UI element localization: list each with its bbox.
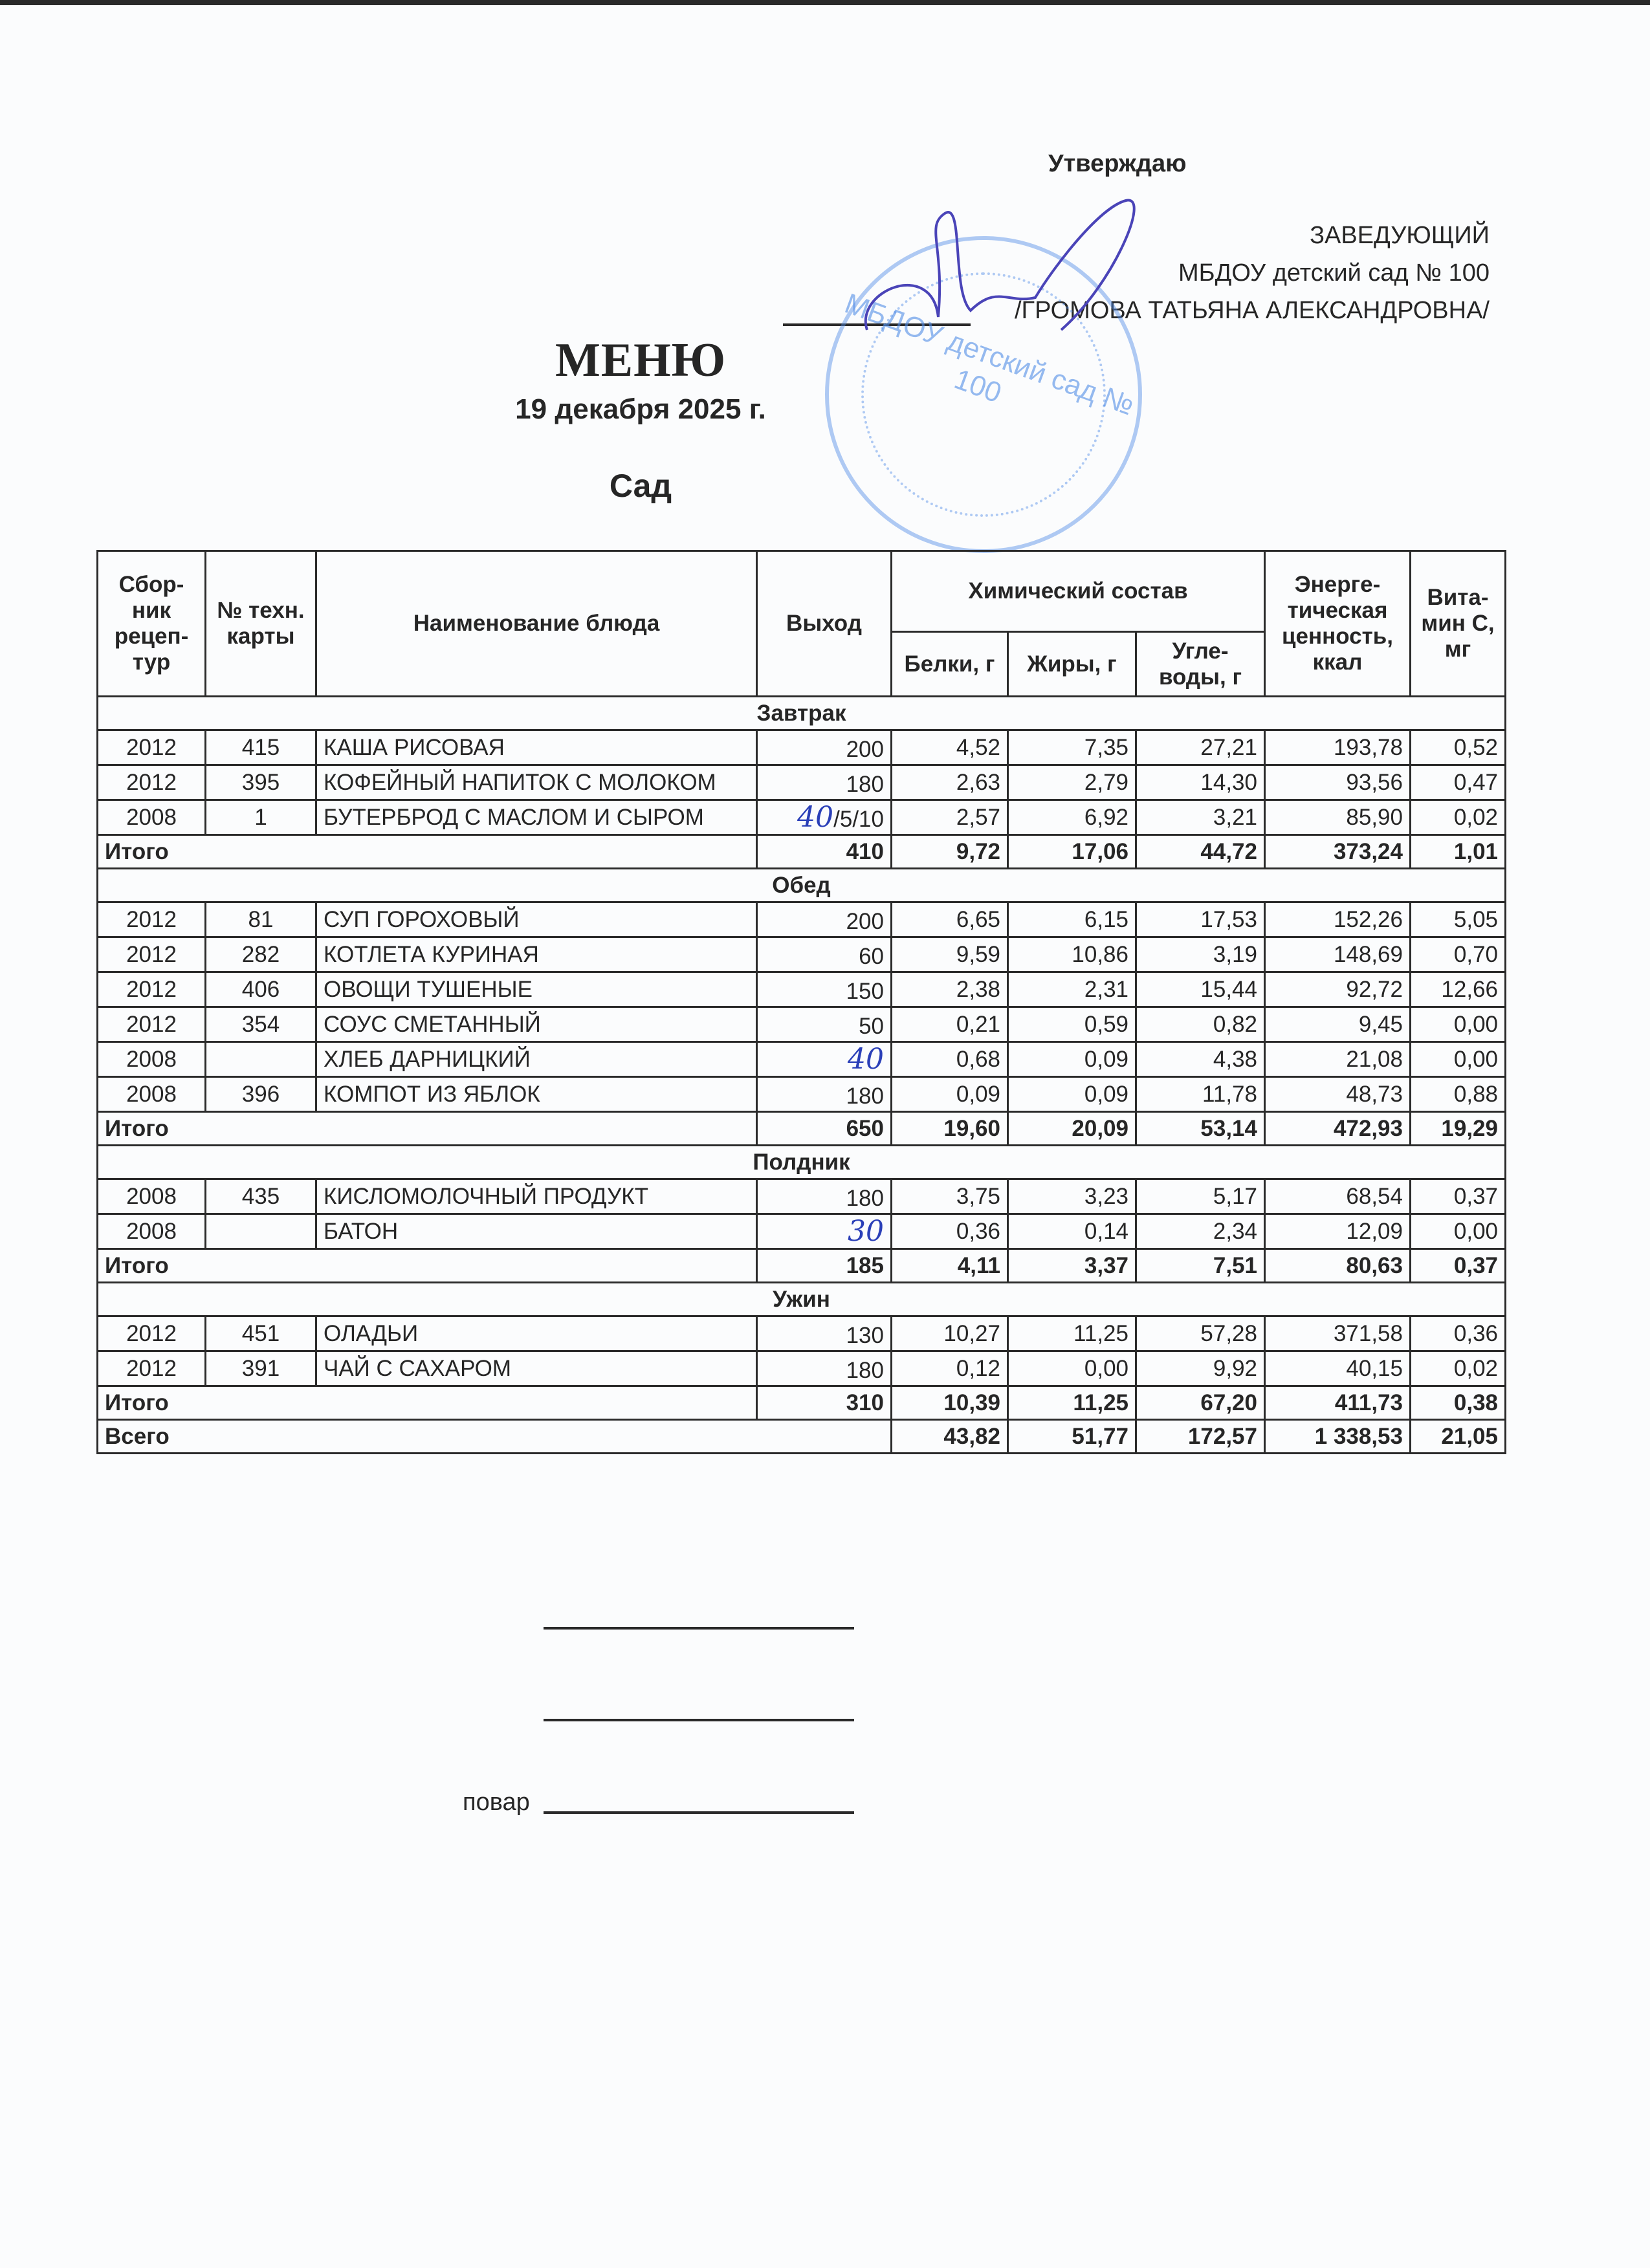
table-row: [98, 1316, 1506, 1351]
yield-value: 50: [859, 1014, 884, 1039]
cell-carbs: 3,21: [1136, 800, 1265, 835]
col-energy: Энерге-тическая ценность, ккал: [1265, 551, 1411, 697]
signature-scribble: [841, 188, 1152, 343]
cell-collection: 2008: [98, 1042, 206, 1077]
cell-energy: 21,08: [1265, 1042, 1411, 1077]
cell-vitc: 0,00: [1411, 1007, 1506, 1042]
cell-yield: [757, 1351, 892, 1386]
page-title: МЕНЮ: [555, 334, 727, 387]
cell-collection: 2008: [98, 1214, 206, 1249]
organization-name: МБДОУ детский сад № 100: [1178, 259, 1490, 287]
total-yield: 310: [757, 1386, 892, 1420]
total-yield: 185: [757, 1249, 892, 1283]
cell-yield: [757, 1316, 892, 1351]
cell-dish-name: ОВОЩИ ТУШЕНЫЕ: [316, 972, 757, 1007]
cell-protein: 2,57: [892, 800, 1008, 835]
table-row: [98, 1351, 1506, 1386]
total-energy: 80,63: [1265, 1249, 1411, 1283]
approval-label: Утверждаю: [1048, 150, 1187, 177]
cell-carbs: 14,30: [1136, 765, 1265, 800]
cell-dish-name: СОУС СМЕТАННЫЙ: [316, 1007, 757, 1042]
cell-fat: 3,23: [1008, 1179, 1136, 1214]
cell-protein: 4,52: [892, 730, 1008, 765]
cell-vitc: 0,02: [1411, 800, 1506, 835]
cell-yield: [757, 765, 892, 800]
yield-value: 150: [846, 979, 884, 1004]
cell-energy: 40,15: [1265, 1351, 1411, 1386]
cell-dish-name: БУТЕРБРОД С МАСЛОМ И СЫРОМ: [316, 800, 757, 835]
cell-fat: 0,14: [1008, 1214, 1136, 1249]
cell-tech-card: 395: [206, 765, 316, 800]
scan-edge: [0, 0, 1650, 5]
cell-dish-name: КИСЛОМОЛОЧНЫЙ ПРОДУКТ: [316, 1179, 757, 1214]
cell-protein: 0,36: [892, 1214, 1008, 1249]
cell-tech-card: [206, 1042, 316, 1077]
col-fat: Жиры, г: [1008, 632, 1136, 697]
section-title: Завтрак: [98, 697, 1506, 730]
total-yield: 410: [757, 835, 892, 869]
total-label: Итого: [98, 1249, 757, 1283]
cell-dish-name: ХЛЕБ ДАРНИЦКИЙ: [316, 1042, 757, 1077]
cell-energy: 85,90: [1265, 800, 1411, 835]
cell-yield: [757, 902, 892, 937]
cell-yield: [757, 1179, 892, 1214]
col-vitamin-c: Вита-мин С, мг: [1411, 551, 1506, 697]
signatory-name: /ГРОМОВА ТАТЬЯНА АЛЕКСАНДРОВНА/: [1014, 297, 1490, 324]
yield-value: /5/10: [833, 807, 884, 832]
section-header: [98, 697, 1506, 730]
table-row: [98, 937, 1506, 972]
cell-protein: 0,68: [892, 1042, 1008, 1077]
cell-protein: 0,12: [892, 1351, 1008, 1386]
cell-yield: [757, 1214, 892, 1249]
cell-energy: 152,26: [1265, 902, 1411, 937]
cell-energy: 148,69: [1265, 937, 1411, 972]
total-vitc: 1,01: [1411, 835, 1506, 869]
cell-tech-card: 354: [206, 1007, 316, 1042]
signature-line-2: [544, 1719, 854, 1721]
cell-energy: 371,58: [1265, 1316, 1411, 1351]
cell-collection: 2012: [98, 902, 206, 937]
director-position: ЗАВЕДУЮЩИЙ: [1310, 222, 1490, 249]
total-vitc: 19,29: [1411, 1112, 1506, 1146]
cell-fat: 7,35: [1008, 730, 1136, 765]
total-carbs: 44,72: [1136, 835, 1265, 869]
total-fat: 17,06: [1008, 835, 1136, 869]
cell-carbs: 11,78: [1136, 1077, 1265, 1112]
cell-carbs: 17,53: [1136, 902, 1265, 937]
table-row: [98, 902, 1506, 937]
total-energy: 411,73: [1265, 1386, 1411, 1420]
total-protein: 19,60: [892, 1112, 1008, 1146]
cell-vitc: 0,00: [1411, 1214, 1506, 1249]
cell-collection: 2012: [98, 1007, 206, 1042]
cell-fat: 2,31: [1008, 972, 1136, 1007]
table-row: [98, 765, 1506, 800]
cell-fat: 2,79: [1008, 765, 1136, 800]
cell-yield: [757, 1042, 892, 1077]
cell-protein: 10,27: [892, 1316, 1008, 1351]
total-protein: 10,39: [892, 1386, 1008, 1420]
cell-collection: 2012: [98, 1351, 206, 1386]
cell-carbs: 15,44: [1136, 972, 1265, 1007]
cell-tech-card: 406: [206, 972, 316, 1007]
cell-tech-card: 415: [206, 730, 316, 765]
cell-energy: 48,73: [1265, 1077, 1411, 1112]
cell-tech-card: 282: [206, 937, 316, 972]
cell-fat: 11,25: [1008, 1316, 1136, 1351]
table-row: [98, 1077, 1506, 1112]
total-row: [98, 1112, 1506, 1146]
total-label: Итого: [98, 1386, 757, 1420]
section-header: [98, 1146, 1506, 1179]
cell-tech-card: 435: [206, 1179, 316, 1214]
yield-value: 200: [846, 909, 884, 934]
cell-vitc: 0,47: [1411, 765, 1506, 800]
cell-carbs: 57,28: [1136, 1316, 1265, 1351]
cell-yield: [757, 972, 892, 1007]
menu-body: [98, 697, 1506, 1454]
yield-value: 60: [859, 944, 884, 969]
cell-energy: 193,78: [1265, 730, 1411, 765]
cell-dish-name: КАША РИСОВАЯ: [316, 730, 757, 765]
grand-total-vitc: 21,05: [1411, 1420, 1506, 1454]
cell-carbs: 2,34: [1136, 1214, 1265, 1249]
total-yield: 650: [757, 1112, 892, 1146]
col-carbs: Угле-воды, г: [1136, 632, 1265, 697]
section-title: Полдник: [98, 1146, 1506, 1179]
cell-tech-card: 1: [206, 800, 316, 835]
grand-total-carbs: 172,57: [1136, 1420, 1265, 1454]
total-protein: 4,11: [892, 1249, 1008, 1283]
yield-value: 180: [846, 1358, 884, 1383]
cell-protein: 0,21: [892, 1007, 1008, 1042]
cell-vitc: 5,05: [1411, 902, 1506, 937]
cell-energy: 68,54: [1265, 1179, 1411, 1214]
cell-collection: 2008: [98, 1077, 206, 1112]
cell-vitc: 0,70: [1411, 937, 1506, 972]
col-dish-name: Наименование блюда: [316, 551, 757, 697]
total-vitc: 0,38: [1411, 1386, 1506, 1420]
total-fat: 11,25: [1008, 1386, 1136, 1420]
table-row: [98, 1179, 1506, 1214]
grand-total-fat: 51,77: [1008, 1420, 1136, 1454]
cell-yield: [757, 800, 892, 835]
total-protein: 9,72: [892, 835, 1008, 869]
cell-yield: [757, 730, 892, 765]
cook-label: повар: [463, 1789, 530, 1816]
handwritten-yield: 40: [797, 801, 834, 834]
menu-table: [96, 550, 1506, 1454]
cell-fat: 0,59: [1008, 1007, 1136, 1042]
handwritten-yield: 40: [848, 1043, 884, 1076]
total-row: [98, 1386, 1506, 1420]
cell-yield: [757, 937, 892, 972]
table-row: [98, 1007, 1506, 1042]
cell-dish-name: ОЛАДЬИ: [316, 1316, 757, 1351]
cell-dish-name: КОМПОТ ИЗ ЯБЛОК: [316, 1077, 757, 1112]
cell-energy: 92,72: [1265, 972, 1411, 1007]
col-collection: Сбор-ник рецеп-тур: [98, 551, 206, 697]
total-carbs: 7,51: [1136, 1249, 1265, 1283]
cell-carbs: 5,17: [1136, 1179, 1265, 1214]
menu-group: Сад: [609, 468, 672, 504]
cell-collection: 2008: [98, 800, 206, 835]
menu-date: 19 декабря 2025 г.: [515, 393, 766, 425]
section-header: [98, 1283, 1506, 1316]
table-row: [98, 730, 1506, 765]
total-fat: 20,09: [1008, 1112, 1136, 1146]
cell-carbs: 9,92: [1136, 1351, 1265, 1386]
cell-protein: 9,59: [892, 937, 1008, 972]
total-carbs: 67,20: [1136, 1386, 1265, 1420]
cell-vitc: 0,88: [1411, 1077, 1506, 1112]
cell-tech-card: 391: [206, 1351, 316, 1386]
table-row: [98, 1042, 1506, 1077]
total-energy: 472,93: [1265, 1112, 1411, 1146]
cell-dish-name: БАТОН: [316, 1214, 757, 1249]
cell-protein: 6,65: [892, 902, 1008, 937]
cell-dish-name: КОФЕЙНЫЙ НАПИТОК С МОЛОКОМ: [316, 765, 757, 800]
cell-vitc: 0,37: [1411, 1179, 1506, 1214]
cell-fat: 0,00: [1008, 1351, 1136, 1386]
handwritten-yield: 30: [848, 1215, 884, 1248]
col-yield: Выход: [757, 551, 892, 697]
cell-yield: [757, 1077, 892, 1112]
total-carbs: 53,14: [1136, 1112, 1265, 1146]
cell-tech-card: [206, 1214, 316, 1249]
cell-carbs: 3,19: [1136, 937, 1265, 972]
table-row: [98, 1214, 1506, 1249]
signature-line-1: [544, 1627, 854, 1630]
cell-tech-card: 81: [206, 902, 316, 937]
yield-value: 200: [846, 737, 884, 762]
table-row: [98, 800, 1506, 835]
signature-line-cook: [544, 1811, 854, 1814]
total-row: [98, 835, 1506, 869]
col-tech-card: № техн. карты: [206, 551, 316, 697]
total-label: Итого: [98, 835, 757, 869]
cell-fat: 0,09: [1008, 1042, 1136, 1077]
cell-collection: 2012: [98, 730, 206, 765]
yield-value: 180: [846, 772, 884, 797]
col-protein: Белки, г: [892, 632, 1008, 697]
total-vitc: 0,37: [1411, 1249, 1506, 1283]
section-title: Ужин: [98, 1283, 1506, 1316]
total-row: [98, 1249, 1506, 1283]
cell-protein: 0,09: [892, 1077, 1008, 1112]
total-label: Итого: [98, 1112, 757, 1146]
cell-carbs: 27,21: [1136, 730, 1265, 765]
cell-protein: 2,38: [892, 972, 1008, 1007]
stamp-text: МБДОУ детский сад № 100: [841, 287, 1138, 422]
section-header: [98, 869, 1506, 902]
cell-protein: 2,63: [892, 765, 1008, 800]
cell-vitc: 0,52: [1411, 730, 1506, 765]
cell-protein: 3,75: [892, 1179, 1008, 1214]
grand-total-protein: 43,82: [892, 1420, 1008, 1454]
cell-energy: 93,56: [1265, 765, 1411, 800]
cell-collection: 2012: [98, 765, 206, 800]
cell-fat: 10,86: [1008, 937, 1136, 972]
table-row: [98, 972, 1506, 1007]
section-title: Обед: [98, 869, 1506, 902]
cell-collection: 2012: [98, 1316, 206, 1351]
cell-dish-name: СУП ГОРОХОВЫЙ: [316, 902, 757, 937]
yield-value: 180: [846, 1186, 884, 1211]
grand-total-energy: 1 338,53: [1265, 1420, 1411, 1454]
cell-vitc: 0,00: [1411, 1042, 1506, 1077]
cell-energy: 12,09: [1265, 1214, 1411, 1249]
cell-carbs: 0,82: [1136, 1007, 1265, 1042]
cell-dish-name: КОТЛЕТА КУРИНАЯ: [316, 937, 757, 972]
cell-collection: 2012: [98, 937, 206, 972]
cell-vitc: 0,02: [1411, 1351, 1506, 1386]
yield-value: 130: [846, 1323, 884, 1348]
cell-fat: 6,15: [1008, 902, 1136, 937]
cell-tech-card: 451: [206, 1316, 316, 1351]
cell-carbs: 4,38: [1136, 1042, 1265, 1077]
cell-fat: 0,09: [1008, 1077, 1136, 1112]
cell-vitc: 0,36: [1411, 1316, 1506, 1351]
cell-collection: 2008: [98, 1179, 206, 1214]
total-energy: 373,24: [1265, 835, 1411, 869]
cell-vitc: 12,66: [1411, 972, 1506, 1007]
cell-energy: 9,45: [1265, 1007, 1411, 1042]
col-chemical: Химический состав: [892, 551, 1265, 632]
cell-collection: 2012: [98, 972, 206, 1007]
grand-total-label: Всего: [98, 1420, 892, 1454]
grand-total-row: [98, 1420, 1506, 1454]
cell-tech-card: 396: [206, 1077, 316, 1112]
yield-value: 180: [846, 1084, 884, 1109]
cell-yield: [757, 1007, 892, 1042]
cell-fat: 6,92: [1008, 800, 1136, 835]
total-fat: 3,37: [1008, 1249, 1136, 1283]
cell-dish-name: ЧАЙ С САХАРОМ: [316, 1351, 757, 1386]
